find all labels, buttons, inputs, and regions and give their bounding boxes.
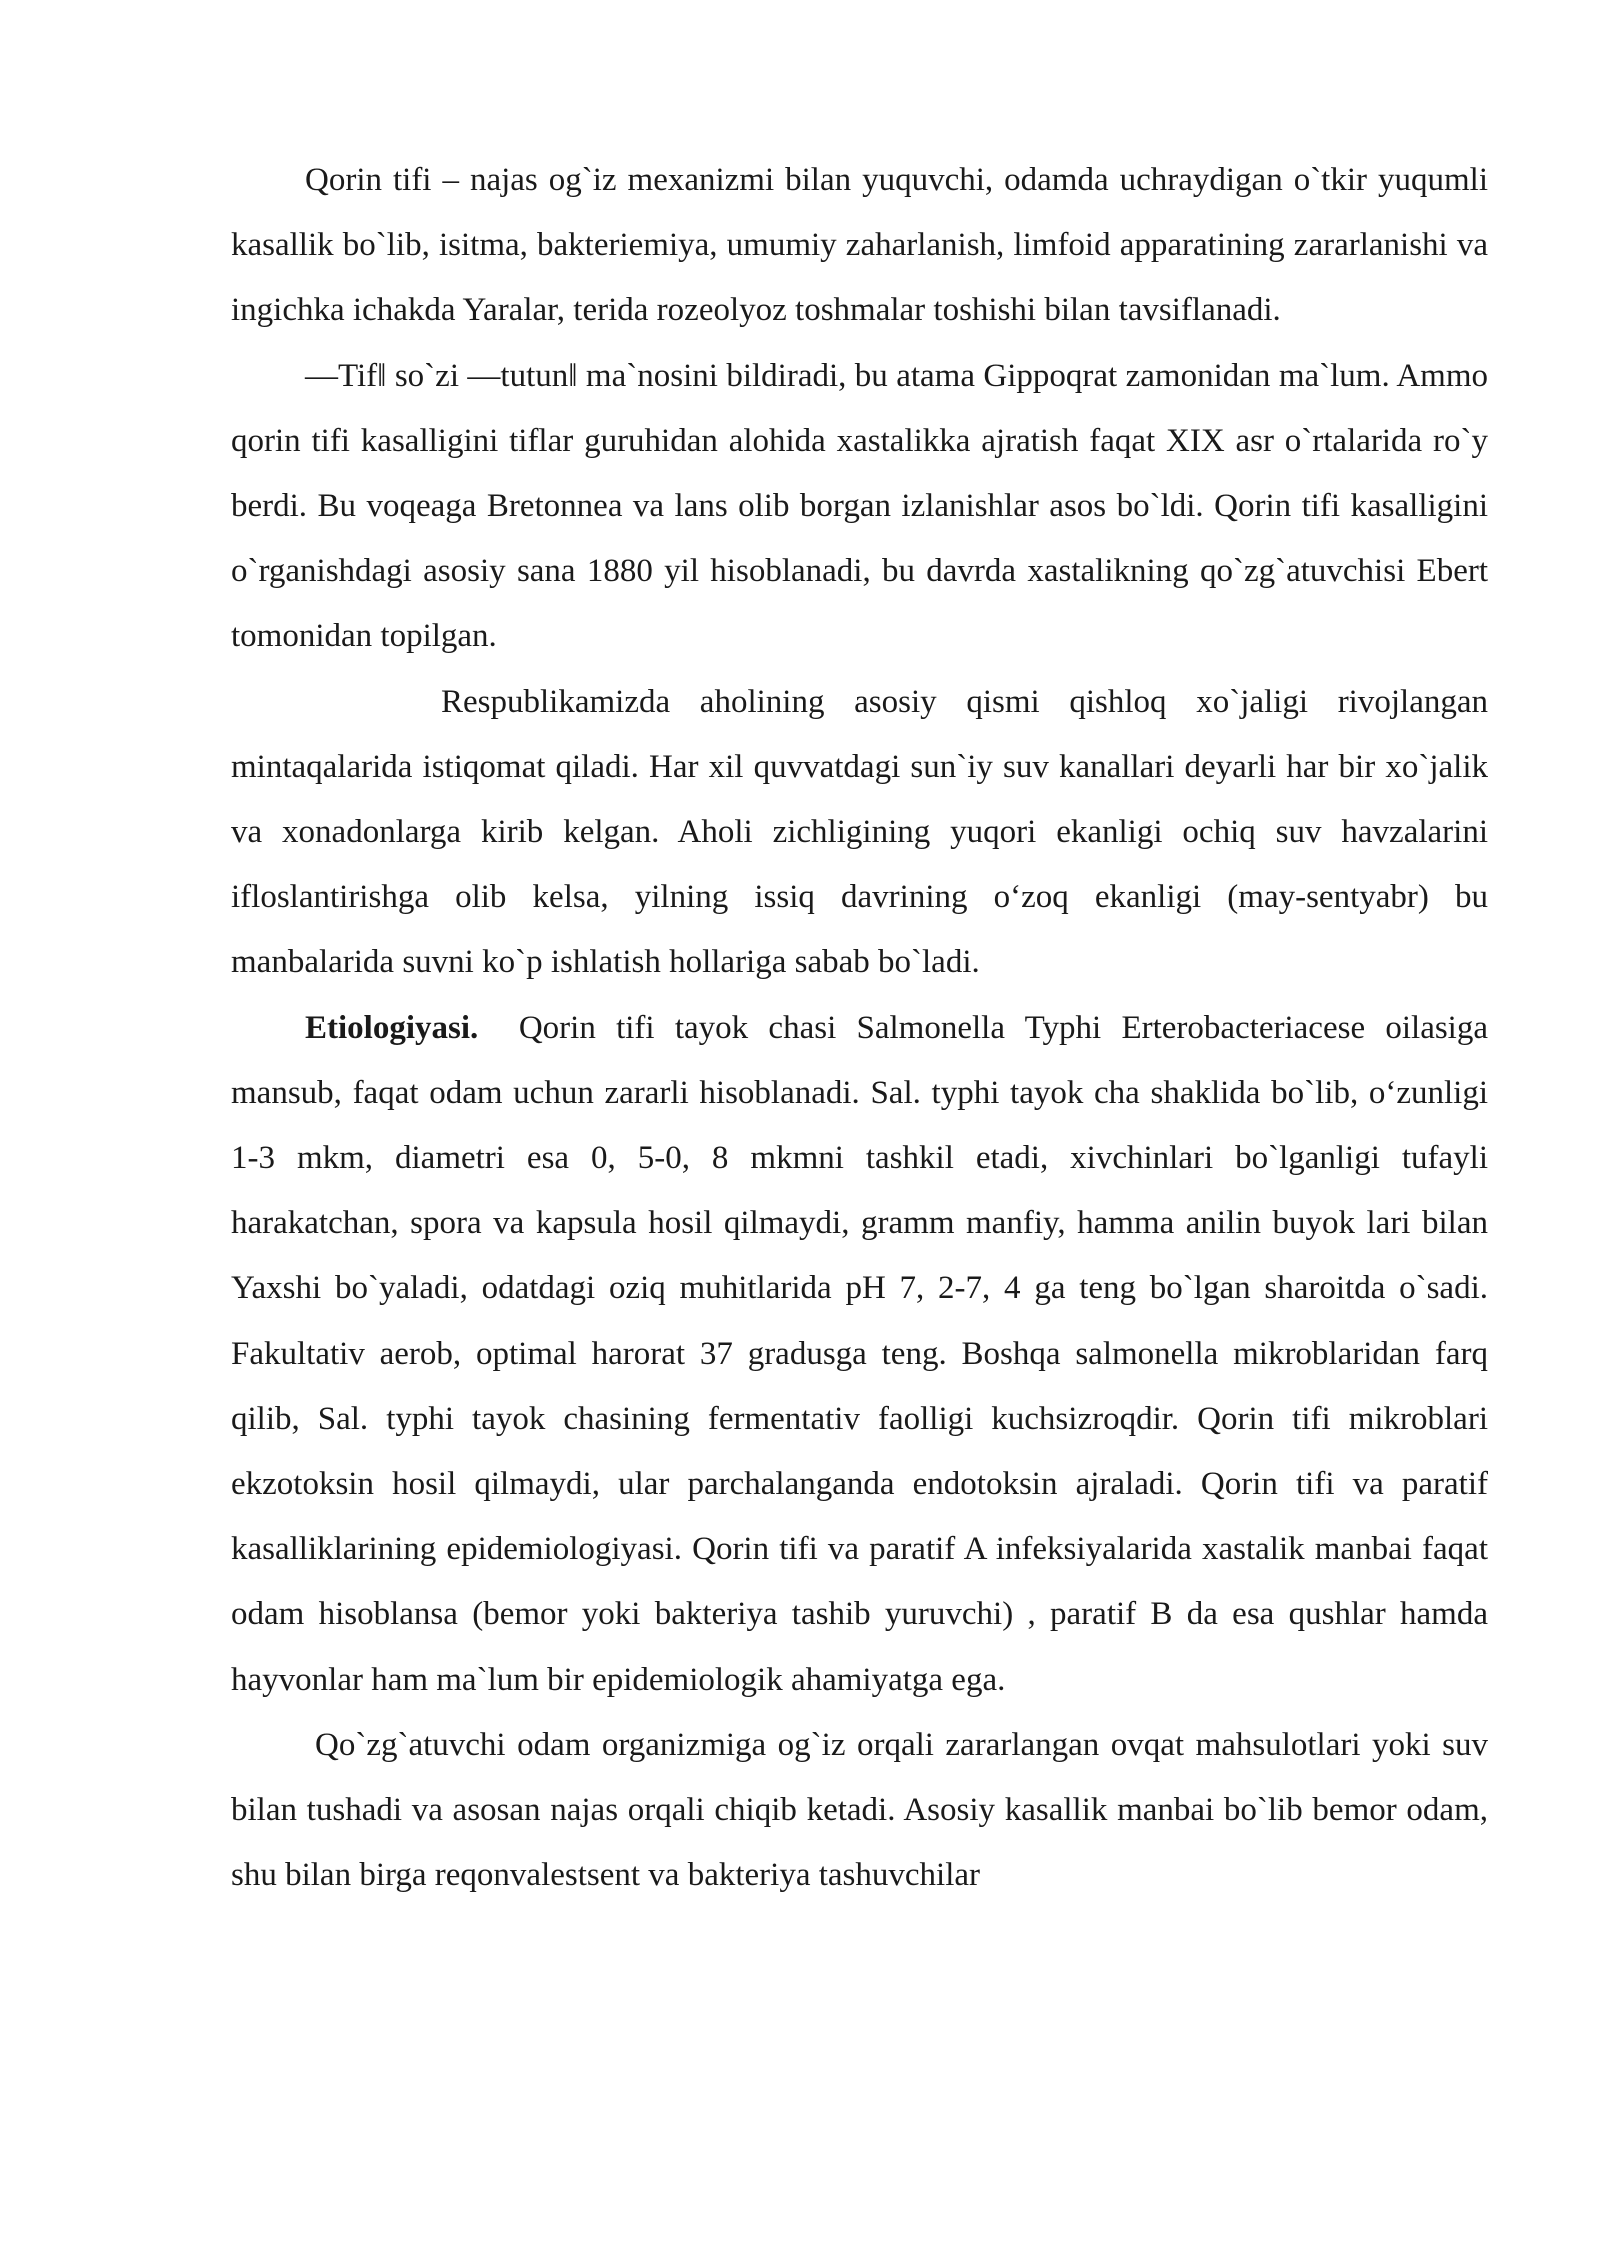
etiology-heading: Etiologiyasi. [305, 1009, 479, 1046]
paragraph-history: ―Tif‖ so`zi ―tutun‖ ma`nosini bildiradi, bu atama Gippoqrat zamonidan ma`lum. Ammo qorin tifi kasalligini tiflar guruhidan alohida xastalikka ajratish faqat XIX asr o`rtalarida ro`y berdi. Bu voqeaga Bretonnea va lans olib borgan izlanishlar asos bo`ldi. Qorin tifi kasalligini o`rganishdagi asosiy sana 1880 yil hisoblanadi, bu davrda xastalikning qo`zg`atuvchisi Ebert tomonidan topilgan. [231, 357, 1488, 655]
paragraph-transmission: Qo`zg`atuvchi odam organizmiga og`iz orqali zararlangan ovqat mahsulotlari yoki suv bilan tushadi va asosan najas orqali chiqib ketadi. Asosiy kasallik manbai bo`lib bemor odam, shu bilan birga reqonvalestsent va bakteriya tashuvchilar [231, 1726, 1488, 1894]
paragraph-republic: Respublikamizda aholining asosiy qismi qishloq xo`jaligi rivojlangan mintaqalarida istiqomat qiladi. Har xil quvvatdagi sun`iy suv kanallari deyarli har bir xo`jalik va xonadonlarga kirib kelgan. Aholi zichligining yuqori ekanligi ochiq suv havzalarini ifloslantirishga olib kelsa, yilning issiq davrining o‘zoq ekanligi (may-sentyabr) bu manbalarida suvni ko`p ishlatish hollariga sabab bo`ladi. [231, 683, 1488, 981]
paragraph-etiology [231, 996, 1488, 1713]
etiology-text: Qorin tifi tayok chasi Salmonella Typhi Erterobacteriacese oilasiga mansub, faqat odam uchun zararli hisoblanadi. Sal. typhi tayok cha shaklida bo`lib, o‘zunligi 1-3 mkm, diametri esa 0, 5-0, 8 mkmni tashkil etadi, xivchinlari bo`lganligi tufayli harakatchan, spora va kapsula hosil qilmaydi, gramm manfiy, hamma anilin buyok lari bilan Yaxshi bo`yaladi, odatdagi oziq muhitlarida pH 7, 2-7, 4 ga teng bo`lgan sharoitda o`sadi. Fakultativ aerob, optimal harorat 37 gradusga teng. Boshqa salmonella mikroblaridan farq qilib, Sal. typhi tayok chasining fermentativ faolligi kuchsizroqdir. Qorin tifi mikroblari ekzotoksin hosil qilmaydi, ular parchalanganda endotoksin ajraladi. Qorin tifi va paratif kasalliklarining epidemiologiyasi. Qorin tifi va paratif A infeksiyalarida xastalik manbai faqat odam hisoblansa (bemor yoki bakteriya tashib yuruvchi) , paratif B da esa qushlar hamda hayvonlar ham ma`lum bir epidemiologik ahamiyatga ega. [231, 1009, 1488, 1698]
paragraph-definition: Qorin tifi – najas og`iz mexanizmi bilan yuquvchi, odamda uchraydigan o`tkir yuqumli kasallik bo`lib, isitma, bakteriemiya, umumiy zaharlanish, limfoid apparatining zararlanishi va ingichka ichakda Yaralar, terida rozeolyoz toshmalar toshishi bilan tavsiflanadi. [231, 162, 1488, 329]
document-page [231, 148, 1488, 1908]
